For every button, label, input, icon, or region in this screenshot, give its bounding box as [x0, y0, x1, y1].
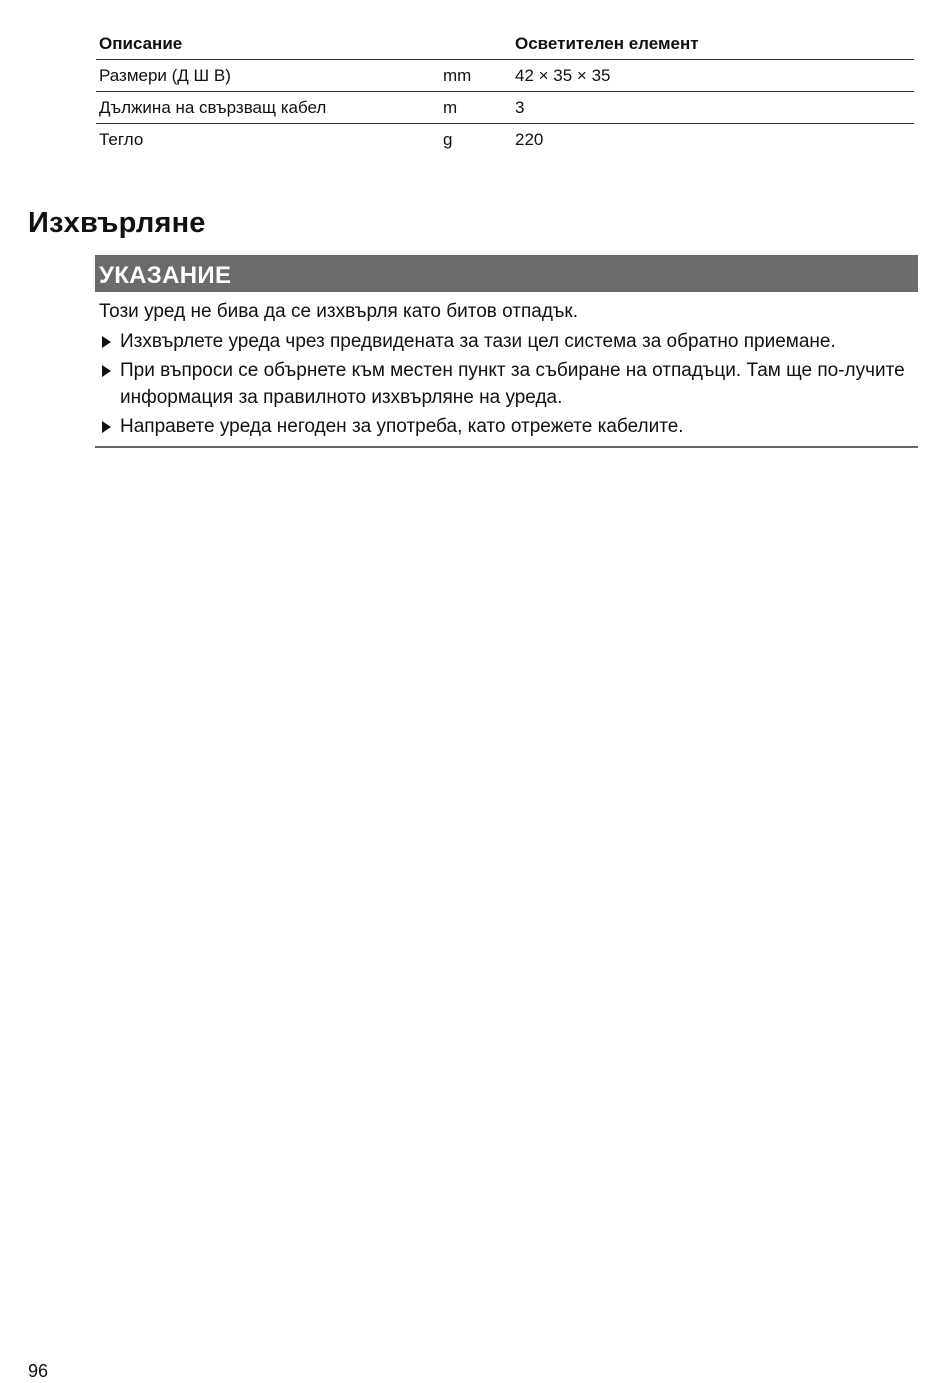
notice-header: УКАЗАНИЕ: [95, 255, 918, 292]
triangle-right-icon: [102, 336, 111, 348]
table-row: [96, 60, 914, 92]
list-item: [95, 328, 918, 355]
triangle-right-icon: [102, 365, 111, 377]
row-description: Дължина на свързващ кабел: [96, 92, 440, 124]
notice-box: [95, 255, 918, 448]
row-unit: g: [443, 129, 453, 149]
row-description: Размери (Д Ш В): [96, 60, 440, 92]
row-value: 42 × 35 × 35: [512, 60, 914, 92]
table-row: [96, 92, 914, 124]
row-description: Тегло: [99, 129, 144, 149]
table-row: [96, 124, 914, 156]
notice-list: [95, 328, 918, 440]
list-item-text: Направете уреда негоден за употреба, като отрежете кабелите.: [120, 416, 684, 437]
table-header-row: [96, 30, 914, 60]
row-value: 3: [512, 92, 914, 124]
list-item: [95, 357, 918, 411]
page-number: 96: [28, 1361, 49, 1381]
notice-intro: Този уред не бива да се изхвърля като битов отпадък.: [99, 301, 578, 322]
column-header-unit: [440, 30, 512, 60]
list-item-text: При въпроси се обърнете към местен пункт за събиране на отпадъци. Там ще по-лучите информация за правилното изхвърляне на уреда.: [120, 360, 905, 408]
column-header-value: Осветителен елемент: [512, 30, 914, 60]
list-item: [95, 413, 918, 440]
column-header-description: Описание: [96, 30, 440, 60]
row-unit: m: [440, 92, 512, 124]
specifications-table: [96, 30, 914, 155]
row-value: 220: [515, 129, 544, 149]
triangle-right-icon: [102, 421, 111, 433]
list-item-text: Изхвърлете уреда чрез предвидената за тази цел система за обратно приемане.: [120, 331, 836, 352]
row-unit: mm: [440, 60, 512, 92]
section-title: Изхвърляне: [28, 207, 206, 239]
